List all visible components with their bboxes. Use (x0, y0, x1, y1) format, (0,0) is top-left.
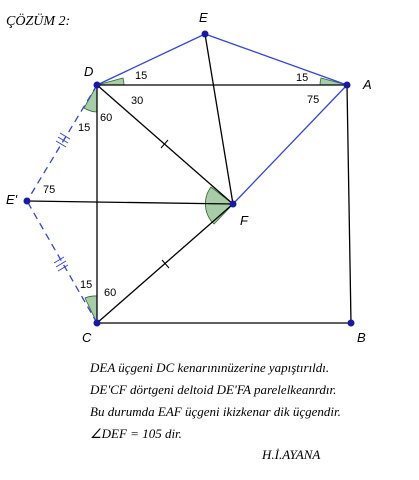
segment-EA (205, 34, 347, 85)
caption-line-3: Bu durumda EAF üçgeni ikizkenar dik üçgendir. (90, 404, 341, 419)
angle-label-D-below: 60 (100, 112, 113, 124)
label-A: A (363, 77, 372, 92)
solution-title: ÇÖZÜM 2: (6, 14, 71, 29)
point-F (230, 201, 237, 208)
segment-DE (97, 34, 205, 85)
segment-DF (97, 85, 233, 204)
segment-CE-prime-dashed (27, 201, 97, 323)
angle-label-D-left: 15 (78, 122, 91, 134)
angle-label-E-prime: 75 (43, 184, 56, 196)
label-D: D (84, 64, 94, 79)
segment-AF (233, 85, 347, 204)
label-F: F (240, 213, 248, 228)
point-C (94, 320, 101, 327)
point-A (344, 82, 351, 89)
caption-line-1: DEA üçgeni DC kenarınınüzerine yapıştırıldı. (90, 360, 330, 375)
angle-label-A-below: 75 (307, 94, 320, 106)
tick-DE-prime (56, 133, 70, 147)
segment-EF (205, 34, 233, 204)
angle-label-D-right-below: 30 (131, 95, 144, 107)
point-D (94, 82, 101, 89)
caption-line-4: ∠DEF = 105 dir. (90, 426, 182, 441)
caption-line-2: DE'CF dörtgeni deltoid DE'FA parelelkeanrdır. (90, 382, 337, 397)
label-E: E (199, 10, 208, 25)
point-B (348, 320, 355, 327)
segment-E-prime-F (27, 201, 233, 204)
angle-label-A-left: 15 (296, 72, 309, 84)
label-B: B (357, 330, 366, 345)
label-C: C (82, 330, 92, 345)
author-signature: H.İ.AYANA (262, 447, 321, 462)
label-E-prime: E' (6, 192, 18, 207)
segment-DE-prime-dashed (27, 85, 97, 201)
angle-label-D-top: 15 (135, 70, 148, 82)
angle-label-C-upper: 15 (80, 279, 93, 291)
point-E-prime (24, 198, 31, 205)
point-E (202, 31, 209, 38)
segment-AB (347, 85, 351, 323)
angle-label-C-right: 60 (104, 287, 117, 299)
